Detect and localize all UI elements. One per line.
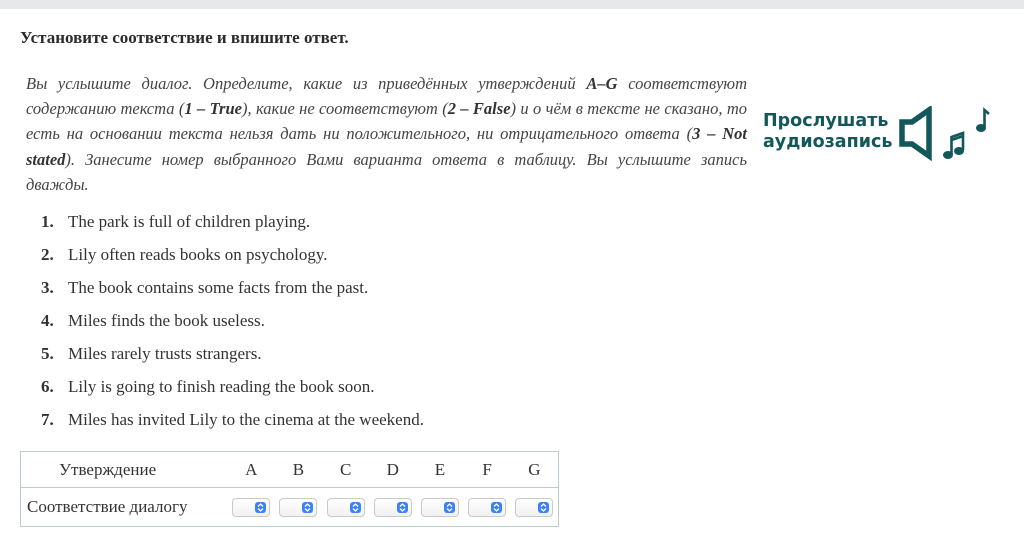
- answer-select-b[interactable]: [279, 498, 317, 517]
- select-arrows-icon: [397, 502, 408, 513]
- top-bar: [0, 0, 1024, 9]
- answer-cell-c: [322, 488, 369, 527]
- answer-table-answer-row: [21, 488, 559, 527]
- answer-select-a[interactable]: [232, 498, 270, 517]
- select-arrows-icon: [302, 502, 313, 513]
- answer-cell-d: [369, 488, 416, 527]
- select-arrows-icon: [538, 502, 549, 513]
- select-arrows-icon: [491, 502, 502, 513]
- answer-table: [20, 451, 559, 527]
- letter-header-g: G: [511, 452, 559, 488]
- speaker-music-icon: [899, 106, 991, 162]
- answer-cell-a: [228, 488, 275, 527]
- letter-header-e: E: [416, 452, 463, 488]
- answer-cell-f: [464, 488, 511, 527]
- task-title: Установите соответствие и впишите ответ.: [20, 28, 349, 47]
- task-instruction: Вы услышите диалог. Определите, какие из приведённых утверждений A–G соответствуют содержанию текста (1 – True), какие не соответствуют (2 – False) и о чём в тексте не сказано, то есть на основании текста нельзя дать ни положительного, ни отрицательного ответа (3 – Not stated). Занесите номер выбранного Вами варианта ответа в таблицу. Вы услышите запись дважды.: [26, 74, 748, 194]
- answer-select-c[interactable]: [327, 498, 365, 517]
- statements-list: [41, 209, 424, 440]
- statement-item: 2. Lily often reads books on psychology.: [41, 245, 328, 264]
- play-audio-label: Прослушать аудиозапись: [763, 111, 893, 152]
- letter-header-d: D: [369, 452, 416, 488]
- statement-item: 3. The book contains some facts from the past.: [41, 278, 369, 297]
- select-arrows-icon: [350, 502, 361, 513]
- play-audio-button[interactable]: [763, 103, 1003, 163]
- select-arrows-icon: [444, 502, 455, 513]
- statement-item: 6. Lily is going to finish reading the book soon.: [41, 377, 375, 396]
- letter-header-a: A: [228, 452, 275, 488]
- answer-select-d[interactable]: [374, 498, 412, 517]
- answer-cell-g: [511, 488, 559, 527]
- statement-item: 5. Miles rarely trusts strangers.: [41, 344, 262, 363]
- letter-header-b: B: [275, 452, 322, 488]
- answer-cell-b: [275, 488, 322, 527]
- statement-item: 7. Miles has invited Lily to the cinema at the weekend.: [41, 410, 424, 429]
- answer-cell-e: [416, 488, 463, 527]
- answer-table-header-row: [21, 452, 559, 488]
- statement-header: Утверждение: [21, 452, 228, 488]
- letter-header-c: C: [322, 452, 369, 488]
- statement-item: 1. The park is full of children playing.: [41, 212, 311, 231]
- letter-header-f: F: [464, 452, 511, 488]
- answer-select-g[interactable]: [515, 498, 553, 517]
- answer-select-e[interactable]: [421, 498, 459, 517]
- statement-item: 4. Miles finds the book useless.: [41, 311, 265, 330]
- answer-select-f[interactable]: [468, 498, 506, 517]
- select-arrows-icon: [255, 502, 266, 513]
- correspondence-label: Соответствие диалогу: [27, 497, 188, 516]
